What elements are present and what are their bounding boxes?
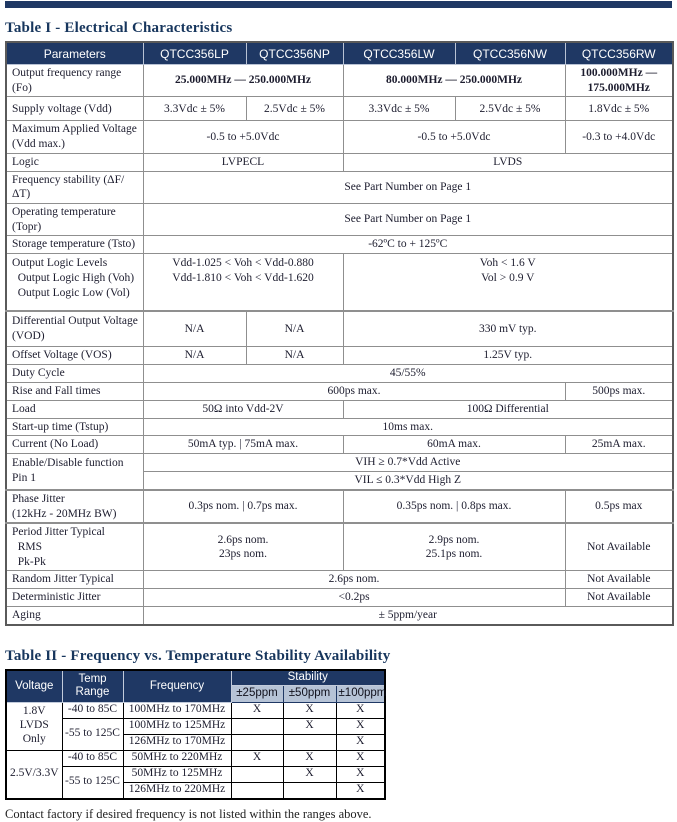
table2-title: Table II - Frequency vs. Temperature Stability Availability xyxy=(5,648,391,665)
electrical-characteristics-table xyxy=(5,41,674,626)
table-cell: 1.8Vdc ± 5% xyxy=(565,97,673,121)
table-cell: Supply voltage (Vdd) xyxy=(6,97,143,121)
table-cell: 2.5Vdc ± 5% xyxy=(246,97,343,121)
table-cell: VIL ≤ 0.3*Vdd High Z xyxy=(143,472,673,490)
column-header: QTCC356LW xyxy=(343,42,455,65)
table-cell: Random Jitter Typical xyxy=(6,571,143,589)
table-cell: X xyxy=(231,702,283,718)
column-header: Voltage xyxy=(6,670,62,702)
table-cell: Enable/Disable function Pin 1 xyxy=(6,454,143,490)
table-cell: Period Jitter Typical RMS Pk-Pk xyxy=(6,523,143,571)
table-cell: Phase Jitter (12kHz - 20MHz BW) xyxy=(6,490,143,523)
table-cell: N/A xyxy=(143,311,246,347)
table-cell: 1.8V LVDS Only xyxy=(6,702,62,750)
table-cell: Start-up time (Tstup) xyxy=(6,418,143,436)
table-cell: Not Available xyxy=(565,571,673,589)
table-cell: 50mA typ. | 75mA max. xyxy=(143,436,343,454)
frequency-stability-table xyxy=(5,669,386,799)
table-cell xyxy=(231,782,283,799)
table-cell: 10ms max. xyxy=(143,418,673,436)
table-cell: X xyxy=(231,750,283,766)
table-cell: 2.9ps nom. 25.1ps nom. xyxy=(343,523,565,571)
table-cell: LVPECL xyxy=(143,153,343,171)
table-cell: X xyxy=(283,702,336,718)
table-cell: 50MHz to 125MHz xyxy=(123,766,231,782)
table-cell xyxy=(283,782,336,799)
table-cell: Frequency stability (ΔF/ΔT) xyxy=(6,171,143,203)
table-cell xyxy=(283,734,336,750)
column-header: QTCC356NW xyxy=(455,42,565,65)
table-cell: Duty Cycle xyxy=(6,365,143,383)
top-divider-bar xyxy=(5,1,672,8)
column-header: ±100ppm xyxy=(336,685,385,702)
table-cell: X xyxy=(336,766,385,782)
table-cell: 1.25V typ. xyxy=(343,347,673,365)
frequency-stability-body xyxy=(6,670,385,798)
table-cell: Not Available xyxy=(565,589,673,607)
table-cell: X xyxy=(336,702,385,718)
table-cell xyxy=(231,766,283,782)
column-header: QTCC356NP xyxy=(246,42,343,65)
table-cell: X xyxy=(336,718,385,734)
table-cell: Load xyxy=(6,400,143,418)
table-cell: Output frequency range (Fo) xyxy=(6,65,143,97)
table-cell: 2.6ps nom. 23ps nom. xyxy=(143,523,343,571)
column-header: Temp Range xyxy=(62,670,123,702)
table-cell: VIH ≥ 0.7*Vdd Active xyxy=(143,454,673,472)
table-cell: 100MHz to 170MHz xyxy=(123,702,231,718)
table-cell: 0.5ps max xyxy=(565,490,673,523)
table-cell: X xyxy=(283,718,336,734)
table-cell: 2.5V/3.3V xyxy=(6,750,62,799)
table-cell: Rise and Fall times xyxy=(6,382,143,400)
table1-title: Table I - Electrical Characteristics xyxy=(5,20,233,36)
table-cell: See Part Number on Page 1 xyxy=(143,171,673,203)
table-cell xyxy=(231,718,283,734)
table-cell: N/A xyxy=(143,347,246,365)
table-cell: -0.5 to +5.0Vdc xyxy=(343,121,565,153)
table-cell: Storage temperature (Tsto) xyxy=(6,236,143,254)
table-cell: Differential Output Voltage (VOD) xyxy=(6,311,143,347)
table-cell: 100Ω Differential xyxy=(343,400,673,418)
table-cell: 330 mV typ. xyxy=(343,311,673,347)
table-cell: 2.6ps nom. xyxy=(143,571,565,589)
table-cell: ± 5ppm/year xyxy=(143,606,673,625)
table-cell: 45/55% xyxy=(143,365,673,383)
table-cell: Vdd-1.025 < Voh < Vdd-0.880 Vdd-1.810 < Voh < Vdd-1.620 xyxy=(143,254,343,311)
table-cell: 126MHz to 220MHz xyxy=(123,782,231,799)
table-cell: 100MHz to 125MHz xyxy=(123,718,231,734)
table-cell: 3.3Vdc ± 5% xyxy=(143,97,246,121)
table-cell: Maximum Applied Voltage (Vdd max.) xyxy=(6,121,143,153)
electrical-characteristics-body xyxy=(6,42,673,625)
table-cell: X xyxy=(336,734,385,750)
table-cell: X xyxy=(283,766,336,782)
contact-factory-note: Contact factory if desired frequency is not listed within the ranges above. xyxy=(5,806,372,821)
table-cell: -0.3 to +4.0Vdc xyxy=(565,121,673,153)
table-cell: 2.5Vdc ± 5% xyxy=(455,97,565,121)
table-cell: N/A xyxy=(246,347,343,365)
column-header: ±50ppm xyxy=(283,685,336,702)
table-cell: 0.35ps nom. | 0.8ps max. xyxy=(343,490,565,523)
table-cell: -40 to 85C xyxy=(62,750,123,766)
table-cell: Current (No Load) xyxy=(6,436,143,454)
table-cell: -40 to 85C xyxy=(62,702,123,718)
table-cell: 3.3Vdc ± 5% xyxy=(343,97,455,121)
column-header: Parameters xyxy=(6,42,143,65)
table-cell: 25.000MHz — 250.000MHz xyxy=(143,65,343,97)
table-cell: X xyxy=(336,782,385,799)
table-cell: X xyxy=(336,750,385,766)
table-cell: 100.000MHz — 175.000MHz xyxy=(565,65,673,97)
table-cell: 126MHz to 170MHz xyxy=(123,734,231,750)
table-cell: LVDS xyxy=(343,153,673,171)
table-cell: <0.2ps xyxy=(143,589,565,607)
table-cell: X xyxy=(283,750,336,766)
table-cell: See Part Number on Page 1 xyxy=(143,204,673,236)
table-cell: Operating temperature (Topr) xyxy=(6,204,143,236)
table-cell: 50MHz to 220MHz xyxy=(123,750,231,766)
column-header: Stability xyxy=(231,670,385,685)
table-cell: 0.3ps nom. | 0.7ps max. xyxy=(143,490,343,523)
datasheet-page xyxy=(0,1,677,822)
column-header: ±25ppm xyxy=(231,685,283,702)
column-header: QTCC356RW xyxy=(565,42,673,65)
table-cell: -62ºC to + 125ºC xyxy=(143,236,673,254)
table-cell: 600ps max. xyxy=(143,382,565,400)
table-cell: 500ps max. xyxy=(565,382,673,400)
table-cell xyxy=(231,734,283,750)
table-cell: Output Logic Levels Output Logic High (Voh) Output Logic Low (Vol) xyxy=(6,254,143,311)
table-cell: N/A xyxy=(246,311,343,347)
table-cell: 60mA max. xyxy=(343,436,565,454)
table-cell: Logic xyxy=(6,153,143,171)
column-header: QTCC356LP xyxy=(143,42,246,65)
table-cell: 50Ω into Vdd-2V xyxy=(143,400,343,418)
table-cell: -0.5 to +5.0Vdc xyxy=(143,121,343,153)
table-cell: -55 to 125C xyxy=(62,766,123,799)
table-cell: 25mA max. xyxy=(565,436,673,454)
table-cell: Deterministic Jitter xyxy=(6,589,143,607)
table-cell: -55 to 125C xyxy=(62,718,123,750)
table-cell: Voh < 1.6 V Vol > 0.9 V xyxy=(343,254,673,311)
table-cell: Offset Voltage (VOS) xyxy=(6,347,143,365)
table-cell: Aging xyxy=(6,606,143,625)
table-cell: Not Available xyxy=(565,523,673,571)
table-cell: 80.000MHz — 250.000MHz xyxy=(343,65,565,97)
column-header: Frequency xyxy=(123,670,231,702)
